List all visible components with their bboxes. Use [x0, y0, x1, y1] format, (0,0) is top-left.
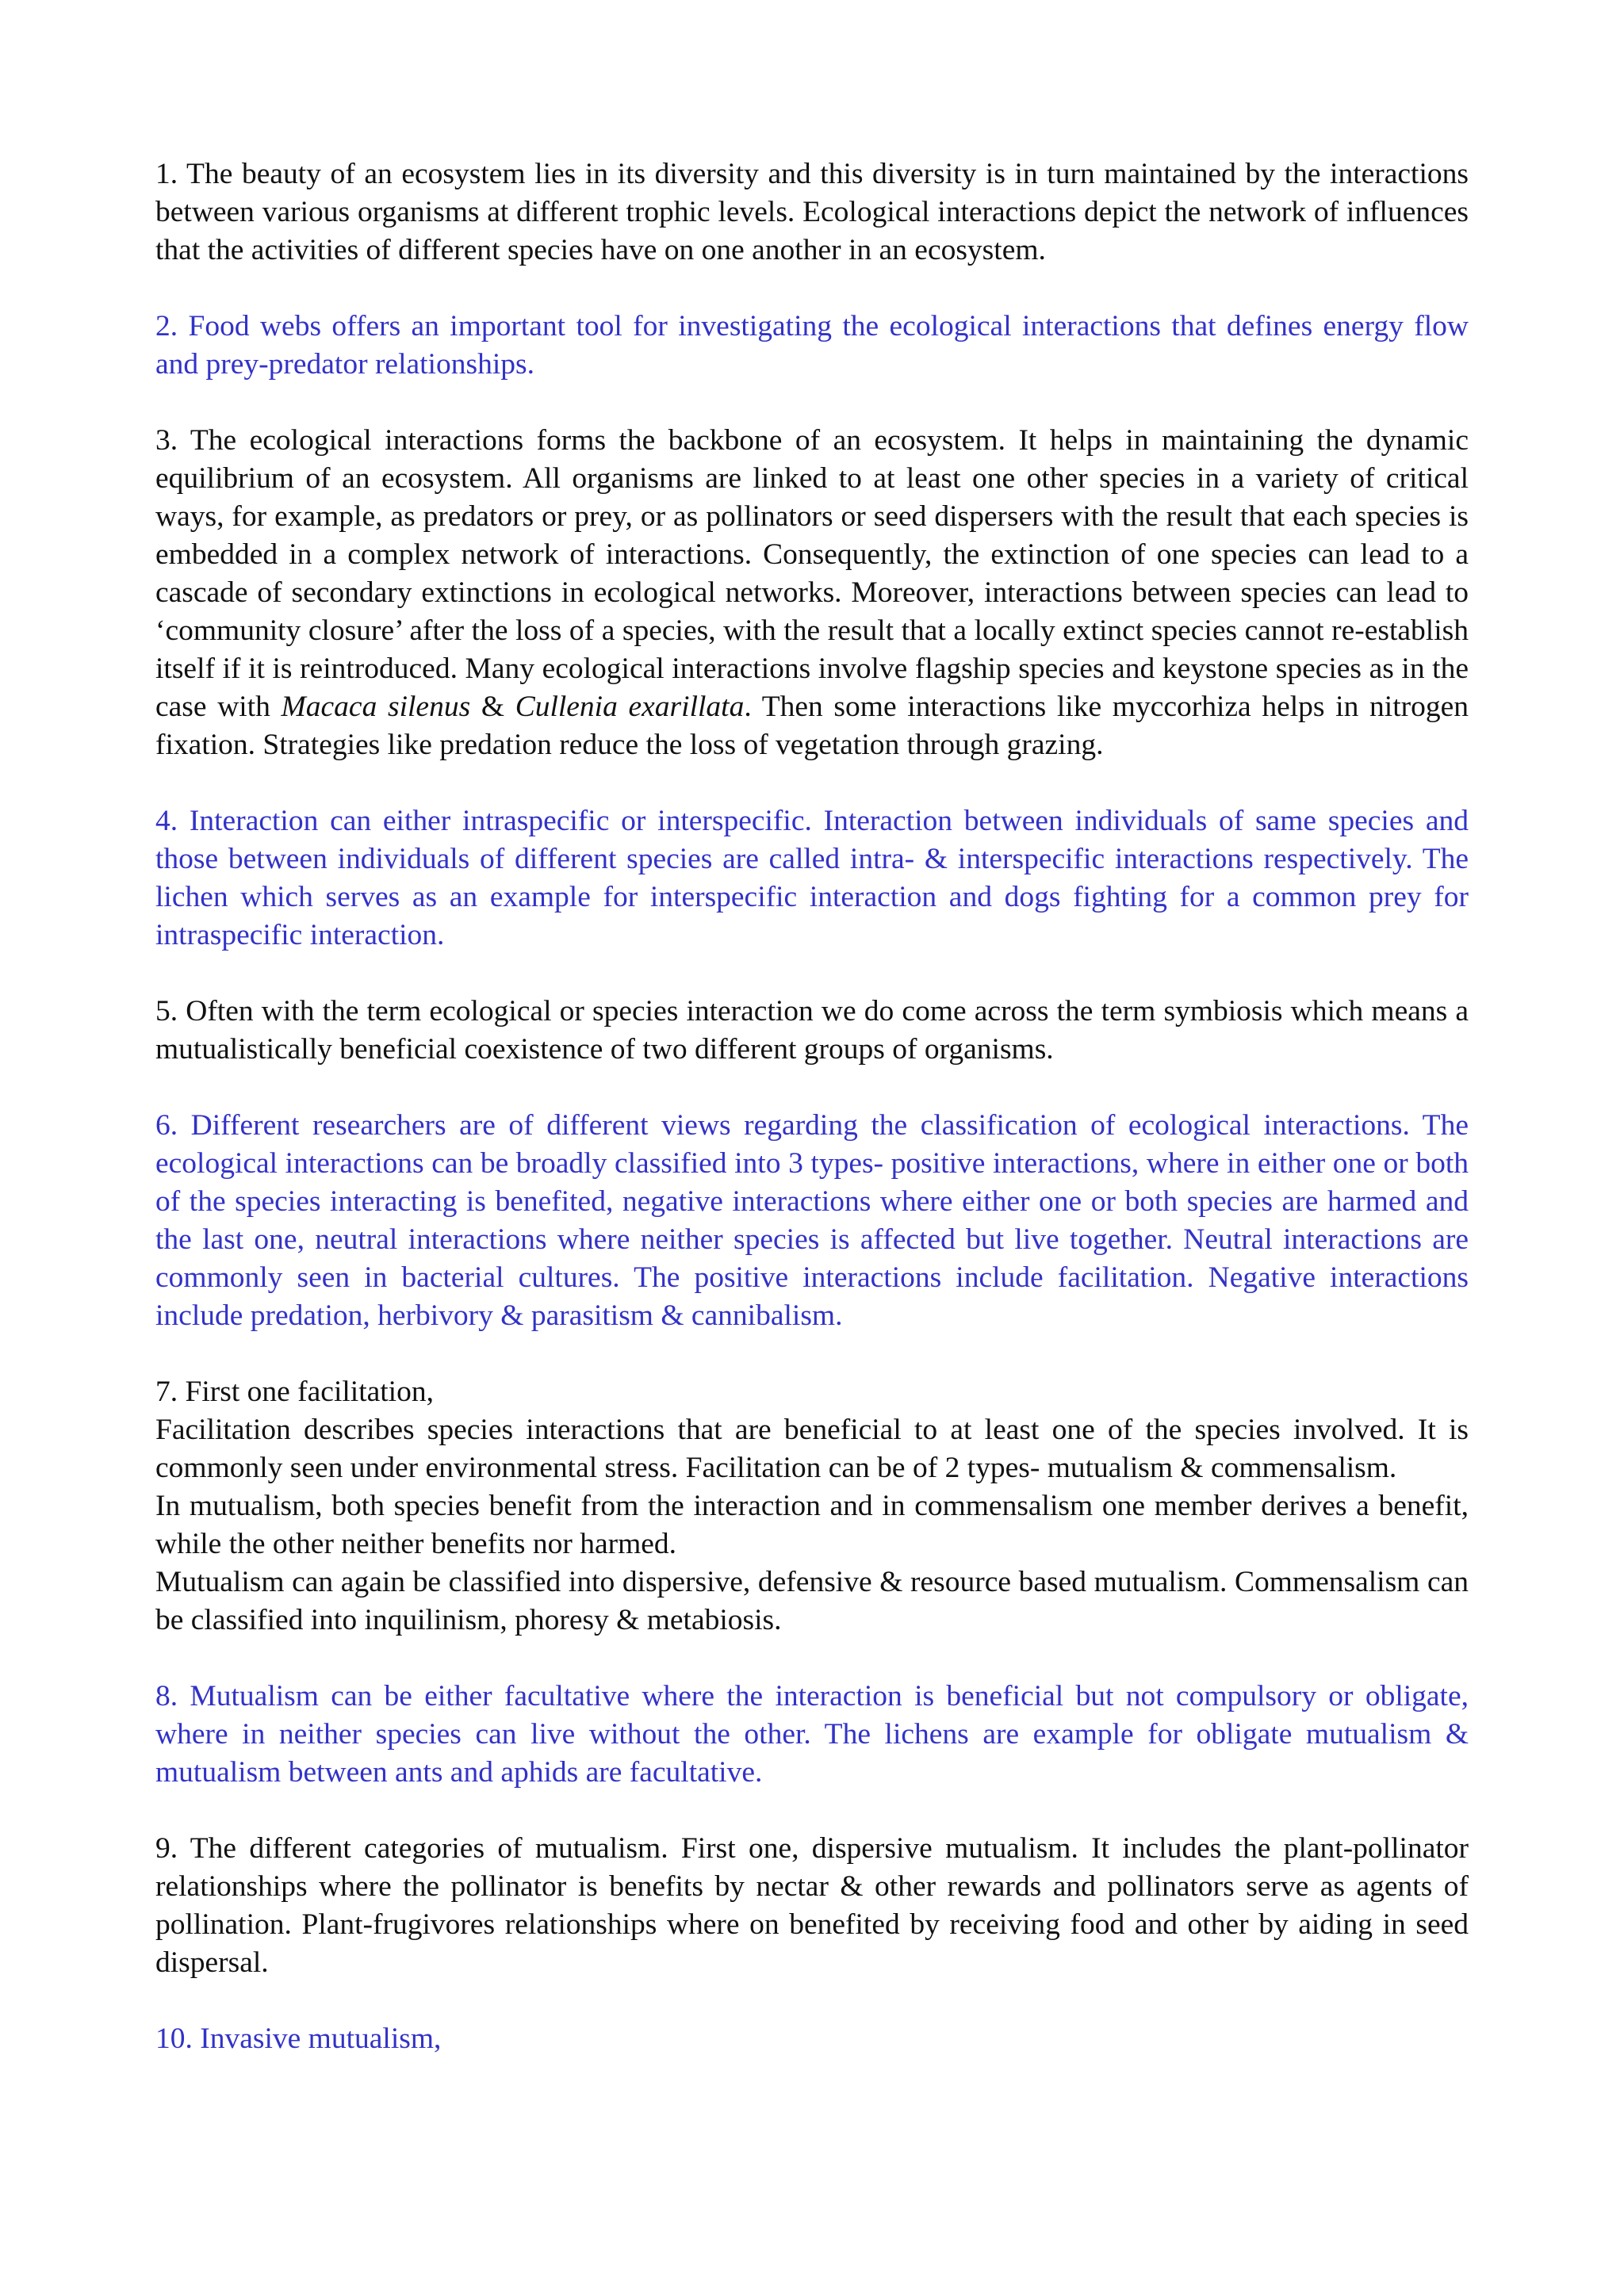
paragraph-3-text-a: 3. The ecological interactions forms the backbone of an ecosystem. It helps in maintaining the dynamic equilibrium of an ecosystem. All organisms are linked to at least one other species in a variety of critical ways, for example, as predators or prey, or as pollinators or seed dispersers with the result that each species is embedded in a complex network of interactions. Consequently, the extinction of one species can lead to a cascade of secondary extinctions in ecological networks. Moreover, interactions between species can lead to ‘community closure’ after the loss of a species, with the result that a locally extinct species cannot re-establish itself if it is reintroduced. Many ecological interactions involve flagship species and keystone species as in the case with: [155, 424, 1469, 723]
paragraph-2: 2. Food webs offers an important tool for investigating the ecological interactions that defines energy flow and prey-predator relationships.: [155, 310, 1469, 381]
paragraph-6: 6. Different researchers are of different views regarding the classification of ecological interactions. The ecological interactions can be broadly classified into 3 types- positive interactions, where in either one or both of the species interacting is benefited, negative interactions where either one or both species are harmed and the last one, neutral interactions where neither species is affected but live together. Neutral interactions are commonly seen in bacterial cultures. The positive interactions include facilitation. Negative interactions include predation, herbivory & parasitism & cannibalism.: [155, 1109, 1469, 1332]
paragraph-7-line-3: In mutualism, both species benefit from the interaction and in commensalism one member derives a benefit, while the other neither benefits nor harmed.: [155, 1490, 1469, 1560]
paragraph-7: [155, 1373, 1469, 1640]
species-name-cullenia-exarillata: Cullenia exarillata: [515, 691, 745, 723]
paragraph-1: 1. The beauty of an ecosystem lies in its diversity and this diversity is in turn maintained by the interactions between various organisms at different trophic levels. Ecological interactions depict the network of influences that the activities of different species have on one another in an ecosystem.: [155, 158, 1469, 266]
paragraph-3-text-b: &: [470, 691, 515, 723]
paragraph-9: 9. The different categories of mutualism. First one, dispersive mutualism. It includes the plant-pollinator relationships where the pollinator is benefits by nectar & other rewards and pollinators serve as agents of pollination. Plant-frugivores relationships where on benefited by receiving food and other by aiding in seed dispersal.: [155, 1832, 1469, 1979]
paragraph-7-line-4: Mutualism can again be classified into dispersive, defensive & resource based mutualism. Commensalism can be classified into inquilinism, phoresy & metabiosis.: [155, 1566, 1469, 1636]
paragraph-4: 4. Interaction can either intraspecific or interspecific. Interaction between individuals of same species and those between individuals of different species are called intra- & interspecific interactions respectively. The lichen which serves as an example for interspecific interaction and dogs fighting for a common prey for intraspecific interaction.: [155, 805, 1469, 951]
paragraph-10: 10. Invasive mutualism,: [155, 2022, 442, 2055]
paragraph-3-text-c: . Then some interactions like myccorhiza helps in nitrogen fixation. Strategies like predation reduce the loss of vegetation through grazing.: [155, 691, 1469, 761]
paragraph-3: [155, 422, 1469, 764]
paragraph-8: 8. Mutualism can be either facultative where the interaction is beneficial but not compulsory or obligate, where in neither species can live without the other. The lichens are example for obligate mutualism & mutualism between ants and aphids are facultative.: [155, 1680, 1469, 1789]
document-page: [155, 155, 1469, 2096]
paragraph-7-line-2: Facilitation describes species interactions that are beneficial to at least one of the species involved. It is commonly seen under environmental stress. Facilitation can be of 2 types- mutualism & commensalism.: [155, 1414, 1469, 1484]
paragraph-7-line-1: 7. First one facilitation,: [155, 1376, 434, 1408]
paragraph-5: 5. Often with the term ecological or species interaction we do come across the term symbiosis which means a mutualistically beneficial coexistence of two different groups of organisms.: [155, 995, 1469, 1066]
species-name-macaca-silenus: Macaca silenus: [281, 691, 471, 723]
